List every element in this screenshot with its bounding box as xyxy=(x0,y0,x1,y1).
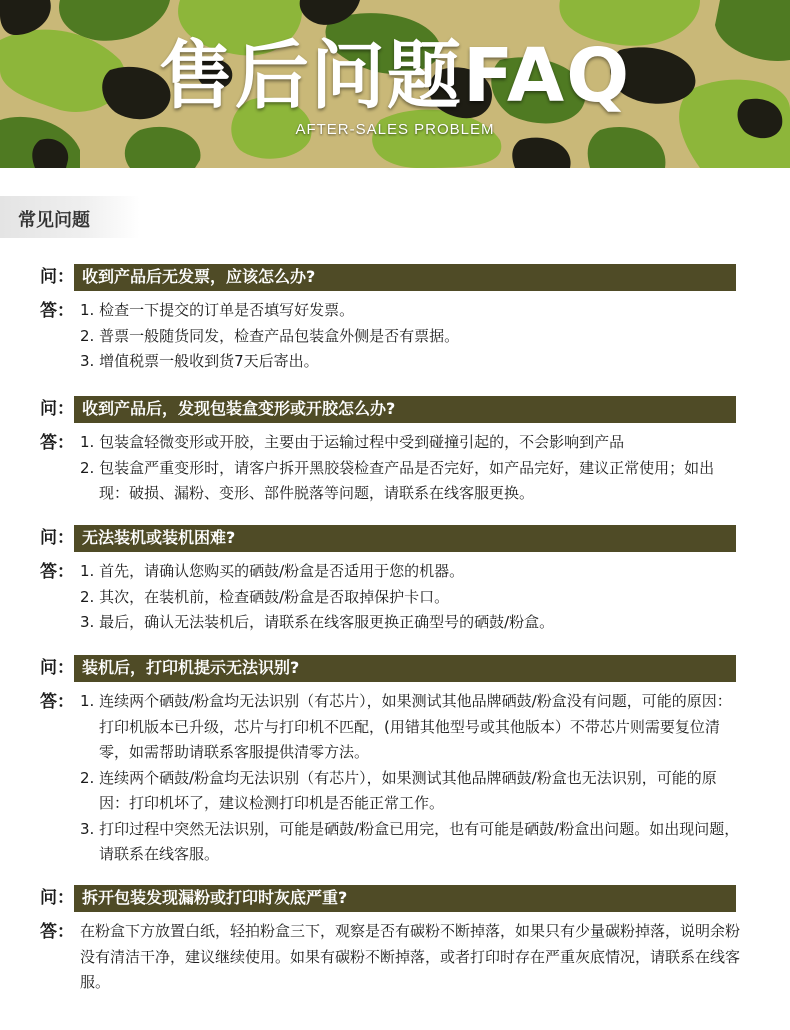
answer-prefix: 答： xyxy=(40,692,74,712)
answer-list xyxy=(80,559,740,636)
answer-item: 3. 增值税票一般收到货7天后寄出。 xyxy=(80,352,319,370)
question-text: 拆开包装发现漏粉或打印时灰底严重? xyxy=(82,888,348,907)
answer-item: 3. 最后，确认无法装机后，请联系在线客服更换正确型号的硒鼓/粉盒。 xyxy=(80,613,555,631)
question-text: 收到产品后无发票，应该怎么办? xyxy=(82,267,316,286)
question-text: 装机后，打印机提示无法识别? xyxy=(82,658,300,677)
answer-item: 2. 其次，在装机前，检查硒鼓/粉盒是否取掉保护卡口。 xyxy=(80,587,450,606)
question-row xyxy=(0,655,790,682)
answer-item: 1. 检查一下提交的订单是否填写好发票。 xyxy=(80,301,355,319)
faq-banner xyxy=(0,0,790,168)
question-bar xyxy=(74,655,736,682)
banner-subtitle: AFTER-SALES PROBLEM xyxy=(295,121,495,138)
question-prefix: 问： xyxy=(40,267,74,287)
section-tab-common-questions xyxy=(0,196,140,238)
question-prefix: 问： xyxy=(40,528,74,548)
question-bar xyxy=(74,885,736,912)
answer-block xyxy=(0,298,790,375)
answer-list xyxy=(80,689,740,868)
question-row xyxy=(0,525,790,552)
section-tab-label: 常见问题 xyxy=(18,210,90,231)
answer-item: 1. 连续两个硒鼓/粉盒均无法识别（有芯片），如果测试其他品牌硒鼓/粉盒没有问题，可能的原因：打印机版本已升级，芯片与打印机不匹配，(用错其他型号或其他版本）不带芯片则需要复位清零，如需帮助请联系客服提供清零方法。 xyxy=(80,692,732,761)
answer-item: 在粉盒下方放置白纸，轻拍粉盒三下，观察是否有碳粉不断掉落，如果只有少量碳粉掉落，说明余粉没有清洁干净，建议继续使用。如果有碳粉不断掉落，或者打印时存在严重灰底情况，请联系在线客服。 xyxy=(80,922,741,991)
answer-block xyxy=(0,559,790,636)
answer-list xyxy=(80,919,740,996)
question-text: 收到产品后，发现包装盒变形或开胶怎么办? xyxy=(82,399,396,418)
answer-block xyxy=(0,689,790,868)
question-bar xyxy=(74,525,736,552)
answer-prefix: 答： xyxy=(40,562,74,582)
answer-item: 2. 包装盒严重变形时，请客户拆开黑胶袋检查产品是否完好，如产品完好，建议正常使用；如出现：破损、漏粉、变形、部件脱落等问题，请联系在线客服更换。 xyxy=(80,458,715,502)
banner-title: 售后问题FAQ xyxy=(158,33,632,119)
answer-prefix: 答： xyxy=(40,922,74,942)
answer-item: 1. 包装盒轻微变形或开胶，主要由于运输过程中受到碰撞引起的，不会影响到产品 xyxy=(80,433,625,451)
answer-item: 2. 连续两个硒鼓/粉盒均无法识别（有芯片），如果测试其他品牌硒鼓/粉盒也无法识别，可能的原因：打印机坏了，建议检测打印机是否能正常工作。 xyxy=(80,768,717,812)
faq-item xyxy=(0,264,790,375)
answer-prefix: 答： xyxy=(40,433,74,453)
answer-prefix: 答： xyxy=(40,301,74,321)
answer-item: 3. 打印过程中突然无法识别，可能是硒鼓/粉盒已用完，也有可能是硒鼓/粉盒出问题。如出现问题，请联系在线客服。 xyxy=(80,819,740,863)
faq-item xyxy=(0,525,790,636)
question-bar xyxy=(74,264,736,291)
question-row xyxy=(0,264,790,291)
faq-item xyxy=(0,885,790,996)
answer-item: 1. 首先，请确认您购买的硒鼓/粉盒是否适用于您的机器。 xyxy=(80,562,465,580)
question-bar xyxy=(74,396,736,423)
answer-list xyxy=(80,298,740,375)
question-prefix: 问： xyxy=(40,658,74,678)
question-text: 无法装机或装机困难? xyxy=(82,528,236,547)
answer-block xyxy=(0,919,790,996)
question-row xyxy=(0,396,790,423)
question-prefix: 问： xyxy=(40,399,74,419)
question-row xyxy=(0,885,790,912)
faq-item xyxy=(0,655,790,868)
answer-list xyxy=(80,430,740,507)
faq-item xyxy=(0,396,790,507)
answer-block xyxy=(0,430,790,507)
question-prefix: 问： xyxy=(40,888,74,908)
answer-item: 2. 普票一般随货同发，检查产品包装盒外侧是否有票据。 xyxy=(80,326,460,345)
